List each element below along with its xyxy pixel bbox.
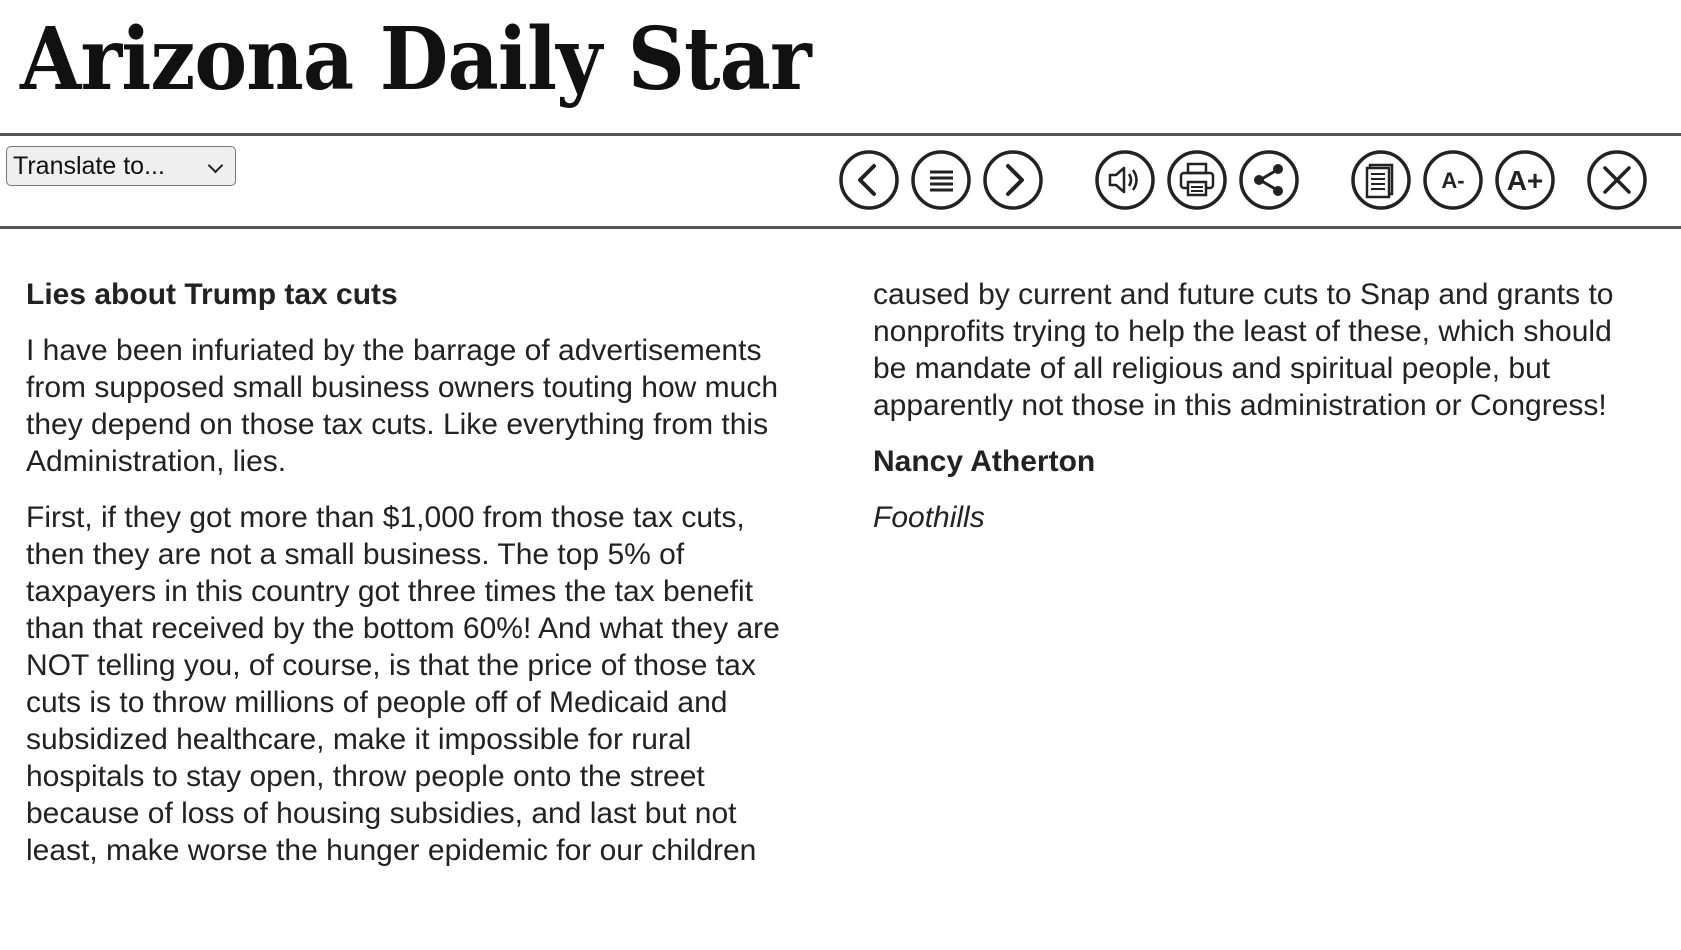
font-increase-icon (1494, 149, 1556, 211)
share-button[interactable] (1238, 149, 1300, 211)
close-icon (1586, 149, 1648, 211)
translate-select[interactable] (6, 146, 236, 186)
translate-select-label: Translate to... (13, 152, 165, 180)
article-headline: Lies about Trump tax cuts (26, 278, 398, 311)
article-paragraph-1: I have been infuriated by the barrage of advertisements from supposed small business owners touting how much they depend on those tax cuts. Like everything from this Administration, lies. (26, 334, 779, 478)
chevron-left-icon (838, 149, 900, 211)
article-paragraph-2: First, if they got more than $1,000 from those tax cuts, then they are not a small business. The top 5% of taxpayers in this country got three times the tax benefit than that received by the bottom 60%! And what they are NOT telling you, of course, is that the price of those tax cuts is to throw millions of people off of Medicaid and subsidized healthcare, make it impossible for rural hospitals to stay open, throw people onto the street because of loss of housing subsidies, and last but not least, make worse the hunger epidemic for our children (26, 501, 780, 867)
list-icon (910, 149, 972, 211)
newspaper-logo: Arizona Daily Star (20, 9, 811, 110)
listen-button[interactable] (1094, 149, 1156, 211)
next-button[interactable] (982, 149, 1044, 211)
printer-icon (1166, 149, 1228, 211)
masthead (0, 0, 1681, 134)
author-name: Nancy Atherton (873, 445, 1096, 478)
previous-button[interactable] (838, 149, 900, 211)
newspaper-icon (1350, 149, 1412, 211)
contents-button[interactable] (910, 149, 972, 211)
close-button[interactable] (1586, 149, 1648, 211)
font-increase-label: A+ (1506, 165, 1544, 196)
reader-toolbar (0, 133, 1681, 229)
author-location: Foothills (873, 501, 985, 534)
increase-font-button[interactable] (1494, 149, 1556, 211)
print-button[interactable] (1166, 149, 1228, 211)
speaker-icon (1094, 149, 1156, 211)
font-decrease-icon (1422, 149, 1484, 211)
font-decrease-label: A- (1441, 168, 1465, 193)
decrease-font-button[interactable] (1422, 149, 1484, 211)
article-column-right (873, 276, 1653, 536)
chevron-right-icon (982, 149, 1044, 211)
share-icon (1238, 149, 1300, 211)
page-view-button[interactable] (1350, 149, 1412, 211)
article-column-left (26, 276, 786, 888)
chevron-down-icon (208, 158, 224, 174)
article-paragraph-2-continued: caused by current and future cuts to Snap and grants to nonprofits trying to help the least of these, which should be mandate of all religious and spiritual people, but apparently not those in this administration or Congress! (873, 278, 1614, 422)
